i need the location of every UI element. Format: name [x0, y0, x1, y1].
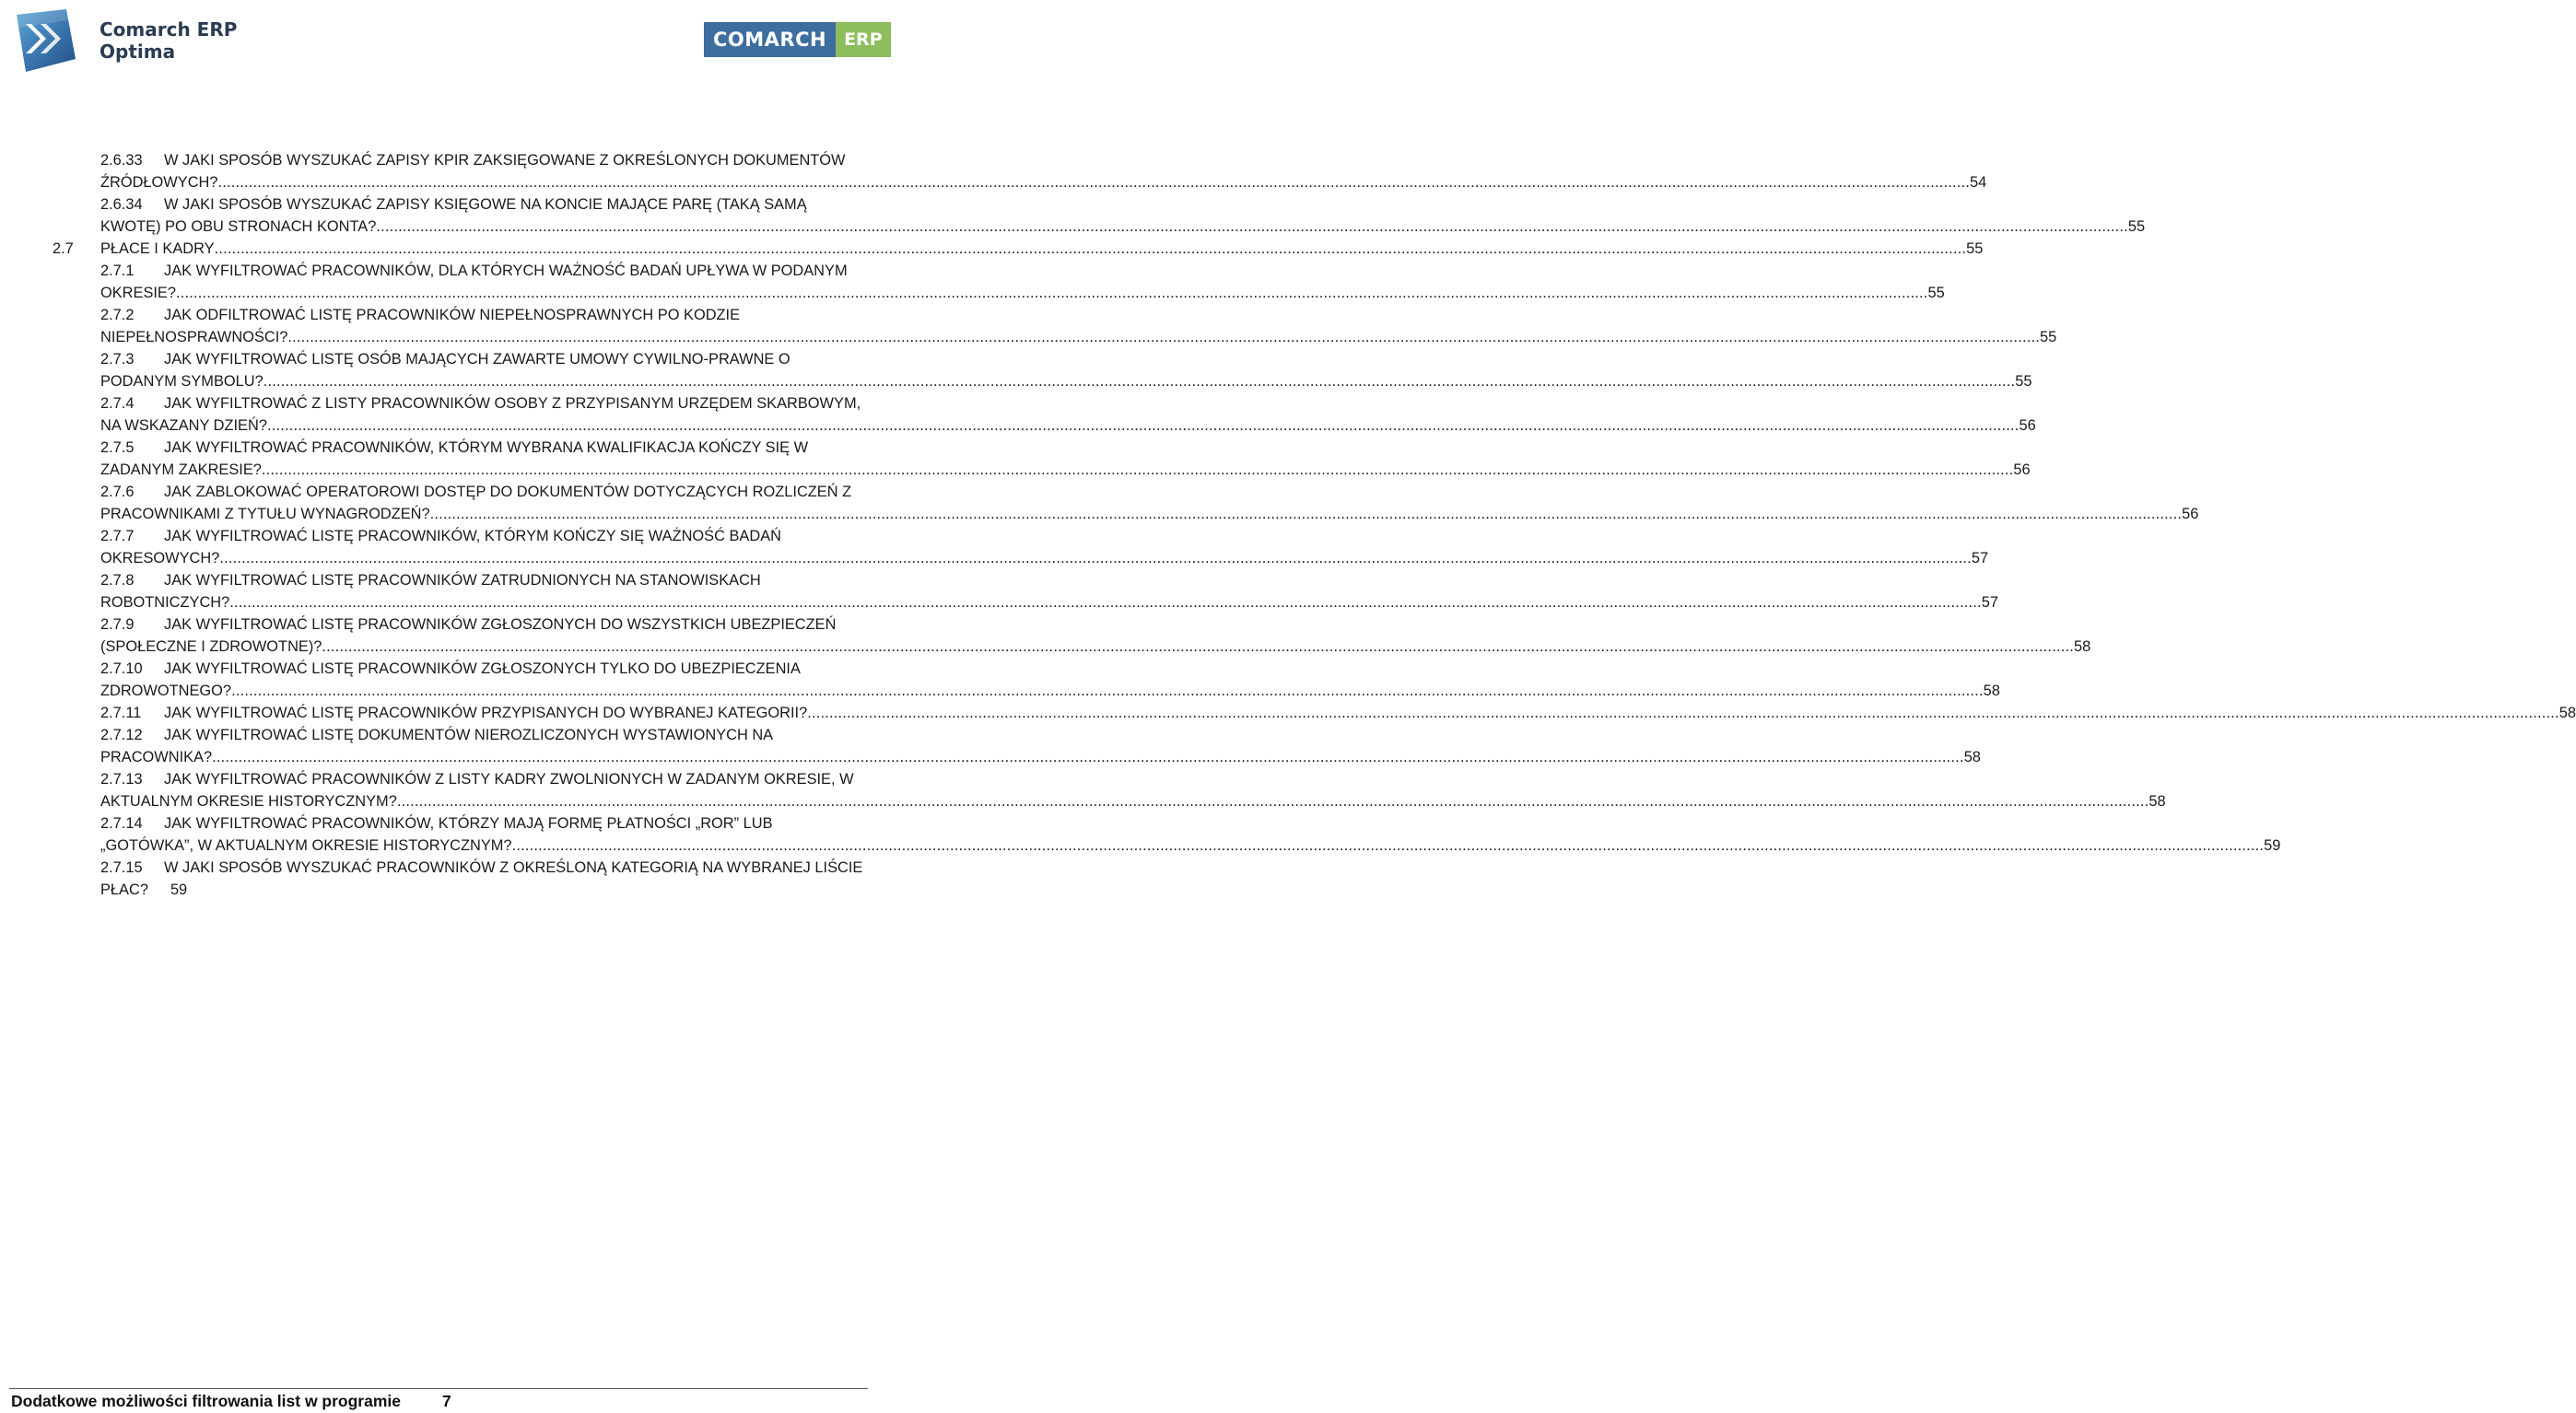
toc-leader-dots: ................................................................................................................................................................................................................................................................................................................................................................................................................: [212, 749, 1964, 765]
toc-leader-dots: ................................................................................................................................................................................................................................................................................................................................................................................................................: [396, 793, 2149, 810]
toc-entry[interactable]: [0, 260, 1945, 304]
toc-entry-title: JAK WYFILTROWAĆ LISTĘ PRACOWNIKÓW PRZYPISANYCH DO WYBRANEJ KATEGORII?: [164, 705, 808, 721]
toc-entry[interactable]: [0, 304, 2057, 348]
toc-entry-title-continued: ZADANYM ZAKRESIE?: [100, 461, 262, 478]
footer-page-number: 7: [442, 1392, 451, 1410]
toc-entry-title: JAK WYFILTROWAĆ PRACOWNIKÓW, KTÓRYM WYBRANA KWALIFIKACJA KOŃCZY SIĘ W: [164, 439, 809, 456]
toc-entry[interactable]: [0, 437, 2031, 481]
toc-entry[interactable]: [0, 149, 1987, 193]
toc-entry-title-continued: PRACOWNIKA?: [100, 749, 213, 765]
toc-entry-title-continued: KWOTĘ) PO OBU STRONACH KONTA?: [100, 218, 377, 235]
toc-page-number: 55: [1927, 285, 1945, 301]
toc-entry-number: 2.7: [53, 240, 74, 257]
toc-entry-title: JAK WYFILTROWAĆ Z LISTY PRACOWNIKÓW OSOBY Z PRZYPISANYM URZĘDEM SKARBOWYM,: [164, 395, 861, 412]
toc-entry[interactable]: [0, 724, 1981, 768]
toc-entry[interactable]: [0, 857, 884, 901]
toc-entry-title-continued: PODANYM SYMBOLU?: [100, 373, 263, 390]
toc-leader-dots: ................................................................................................................................................................................................................................................................................................................................................................................................................: [217, 174, 1971, 191]
toc-entry[interactable]: [0, 348, 2032, 392]
toc-leader-dots: ................................................................................................................................................................................................................................................................................................................................................................................................................: [429, 506, 2183, 522]
toc-page-number: 58: [1963, 749, 1981, 765]
toc-entry[interactable]: [0, 193, 2146, 238]
toc-page-number: 54: [1970, 174, 1987, 191]
toc-entry[interactable]: [0, 238, 1984, 260]
toc-entry-number: 2.7.11: [100, 705, 142, 721]
toc-leader-dots: ................................................................................................................................................................................................................................................................................................................................................................................................................: [219, 550, 1972, 566]
toc-entry-number: 2.7.3: [100, 351, 135, 368]
toc-entry-title-continued: ROBOTNICZYCH?: [100, 594, 230, 611]
toc-entry-number: 2.7.8: [100, 572, 135, 589]
toc-leader-dots: ................................................................................................................................................................................................................................................................................................................................................................................................................: [231, 683, 1984, 699]
toc-entry-number: 2.6.34: [100, 196, 143, 213]
toc-entry-number: 2.7.5: [100, 439, 135, 456]
toc-page-number: 58: [1983, 683, 2000, 699]
toc-page-number: 55: [2127, 218, 2146, 235]
toc-leader-dots: ................................................................................................................................................................................................................................................................................................................................................................................................................: [214, 240, 1967, 257]
toc-entry-title-continued: OKRESIE?: [100, 285, 176, 301]
toc-entry-title-continued: PRACOWNIKAMI Z TYTUŁU WYNAGRODZEŃ?: [100, 506, 430, 522]
toc-entry-title: JAK WYFILTROWAĆ PRACOWNIKÓW, DLA KTÓRYCH WAŻNOŚĆ BADAŃ UPŁYWA W PODANYM: [164, 263, 848, 279]
toc-entry-title: JAK WYFILTROWAĆ LISTĘ OSÓB MAJĄCYCH ZAWARTE UMOWY CYWILNO-PRAWNE O: [164, 351, 790, 368]
toc-leader-dots: ................................................................................................................................................................................................................................................................................................................................................................................................................: [263, 373, 2016, 390]
toc-entry-title: JAK WYFILTROWAĆ LISTĘ DOKUMENTÓW NIEROZLICZONYCH WYSTAWIONYCH NA: [164, 727, 774, 743]
toc-entry-number: 2.7.1: [100, 263, 135, 279]
toc-entry-number: 2.7.6: [100, 484, 135, 500]
toc-entry[interactable]: [0, 569, 1999, 613]
toc-entry[interactable]: [0, 525, 1989, 569]
toc-leader-dots: ................................................................................................................................................................................................................................................................................................................................................................................................................: [261, 461, 2014, 478]
toc-entry-title: W JAKI SPOSÓB WYSZUKAĆ ZAPISY KSIĘGOWE NA KONCIE MAJĄCE PARĘ (TAKĄ SAMĄ: [164, 196, 807, 213]
toc-page-number: 58: [2073, 638, 2091, 655]
toc-page-number: 55: [2039, 329, 2057, 345]
toc-leader-dots: ................................................................................................................................................................................................................................................................................................................................................................................................................: [511, 837, 2265, 854]
toc-entry[interactable]: [0, 812, 2281, 857]
comarch-erp-optima-logo: [13, 7, 237, 74]
toc-entry-title-continued: (SPOŁECZNE I ZDROWOTNE)?: [100, 638, 322, 655]
toc-entry-number: 2.7.4: [100, 395, 135, 412]
toc-leader-dots: ................................................................................................................................................................................................................................................................................................................................................................................................................: [322, 638, 2074, 655]
toc-page-number: 56: [2019, 417, 2036, 434]
toc-entry-title-continued: ZDROWOTNEGO?: [100, 683, 232, 699]
toc-leader-dots: ................................................................................................................................................................................................................................................................................................................................................................................................................: [266, 417, 2020, 434]
badge-comarch: COMARCH: [704, 22, 836, 57]
footer-divider: [9, 1388, 868, 1389]
toc-entry-number: 2.7.9: [100, 616, 135, 633]
page-header: [0, 0, 884, 83]
toc-entry-number: 2.7.15: [100, 859, 143, 876]
toc-page-number: 59: [2264, 837, 2281, 854]
toc-entry[interactable]: [0, 392, 2036, 437]
toc-entry[interactable]: [0, 613, 2091, 658]
brand-line-2: Optima: [100, 41, 176, 63]
toc-entry-number: 2.6.33: [100, 152, 143, 169]
page-footer: [11, 1392, 451, 1411]
toc-entry-number: 2.7.14: [100, 815, 143, 832]
footer-title: Dodatkowe możliwości filtrowania list w programie: [11, 1392, 401, 1410]
toc-entry-title-continued: NA WSKAZANY DZIEŃ?: [100, 417, 267, 434]
toc-entry[interactable]: [0, 481, 2199, 525]
toc-page-number: 55: [1966, 240, 1984, 257]
toc-page-number: 58: [2149, 793, 2166, 810]
toc-entry-title: JAK WYFILTROWAĆ LISTĘ PRACOWNIKÓW ZGŁOSZONYCH DO WSZYSTKICH UBEZPIECZEŃ: [164, 616, 837, 633]
optima-logo-icon: [13, 7, 79, 74]
toc-entry-title: JAK ZABLOKOWAĆ OPERATOROWI DOSTĘP DO DOKUMENTÓW DOTYCZĄCYCH ROZLICZEŃ Z: [164, 484, 852, 500]
toc-entry-title-continued: NIEPEŁNOSPRAWNOŚCI?: [100, 329, 288, 345]
toc-page-number: 56: [2182, 506, 2199, 522]
toc-entry-title-continued: AKTUALNYM OKRESIE HISTORYCZNYM?: [100, 793, 397, 810]
toc-entry[interactable]: [0, 702, 2576, 724]
toc-entry-title: PŁACE I KADRY: [100, 240, 215, 257]
toc-leader-dots: [148, 879, 170, 901]
toc-entry-title: JAK WYFILTROWAĆ LISTĘ PRACOWNIKÓW ZGŁOSZONYCH TYLKO DO UBEZPIECZENIA: [164, 660, 801, 677]
toc-page-number: 55: [2015, 373, 2032, 390]
toc-page-number: 58: [2558, 705, 2576, 721]
toc-entry-number: 2.7.13: [100, 771, 143, 788]
toc-entry-title-continued: „GOTÓWKA”, W AKTUALNYM OKRESIE HISTORYCZNYM?: [100, 837, 512, 854]
toc-entry-title-continued: PŁAC?: [100, 882, 148, 898]
toc-entry[interactable]: [0, 658, 2000, 702]
brand-line-1: Comarch ERP: [100, 18, 238, 41]
toc-entry-title: JAK ODFILTROWAĆ LISTĘ PRACOWNIKÓW NIEPEŁNOSPRAWNYCH PO KODZIE: [164, 307, 741, 323]
toc-entry-number: 2.7.10: [100, 660, 143, 677]
toc-leader-dots: ................................................................................................................................................................................................................................................................................................................................................................................................................: [807, 705, 2559, 721]
toc-entry-title: W JAKI SPOSÓB WYSZUKAĆ ZAPISY KPIR ZAKSIĘGOWANE Z OKREŚLONYCH DOKUMENTÓW: [164, 152, 846, 169]
toc-page-number: 57: [1981, 594, 1999, 611]
toc-entry[interactable]: [0, 768, 2166, 812]
toc-entry-number: 2.7.12: [100, 727, 143, 743]
toc-page-number: 56: [2013, 461, 2031, 478]
comarch-erp-badge: [704, 22, 891, 57]
toc-entry-title: JAK WYFILTROWAĆ LISTĘ PRACOWNIKÓW, KTÓRYM KOŃCZY SIĘ WAŻNOŚĆ BADAŃ: [164, 528, 781, 544]
toc-leader-dots: ................................................................................................................................................................................................................................................................................................................................................................................................................: [229, 594, 1982, 611]
toc-entry-number: 2.7.2: [100, 307, 135, 323]
toc-entry-title-continued: ŹRÓDŁOWYCH?: [100, 174, 218, 191]
toc-page-number: 57: [1971, 550, 1989, 566]
toc-leader-dots: ................................................................................................................................................................................................................................................................................................................................................................................................................: [176, 285, 1928, 301]
toc-entry-title: JAK WYFILTROWAĆ PRACOWNIKÓW Z LISTY KADRY ZWOLNIONYCH W ZADANYM OKRESIE, W: [164, 771, 854, 788]
toc-entry-title: W JAKI SPOSÓB WYSZUKAĆ PRACOWNIKÓW Z OKREŚLONĄ KATEGORIĄ NA WYBRANEJ LIŚCIE: [164, 859, 863, 876]
toc-entry-title-continued: OKRESOWYCH?: [100, 550, 220, 566]
badge-erp: ERP: [836, 22, 891, 57]
toc-leader-dots: ................................................................................................................................................................................................................................................................................................................................................................................................................: [376, 218, 2128, 235]
toc-entry-number: 2.7.7: [100, 528, 135, 544]
table-of-contents: [0, 149, 2576, 901]
toc-entry-title: JAK WYFILTROWAĆ LISTĘ PRACOWNIKÓW ZATRUDNIONYCH NA STANOWISKACH: [164, 572, 761, 589]
toc-entry-title: JAK WYFILTROWAĆ PRACOWNIKÓW, KTÓRZY MAJĄ FORMĘ PŁATNOŚCI „ROR” LUB: [164, 815, 773, 832]
toc-leader-dots: ................................................................................................................................................................................................................................................................................................................................................................................................................: [287, 329, 2040, 345]
toc-page-number: 59: [170, 882, 188, 898]
